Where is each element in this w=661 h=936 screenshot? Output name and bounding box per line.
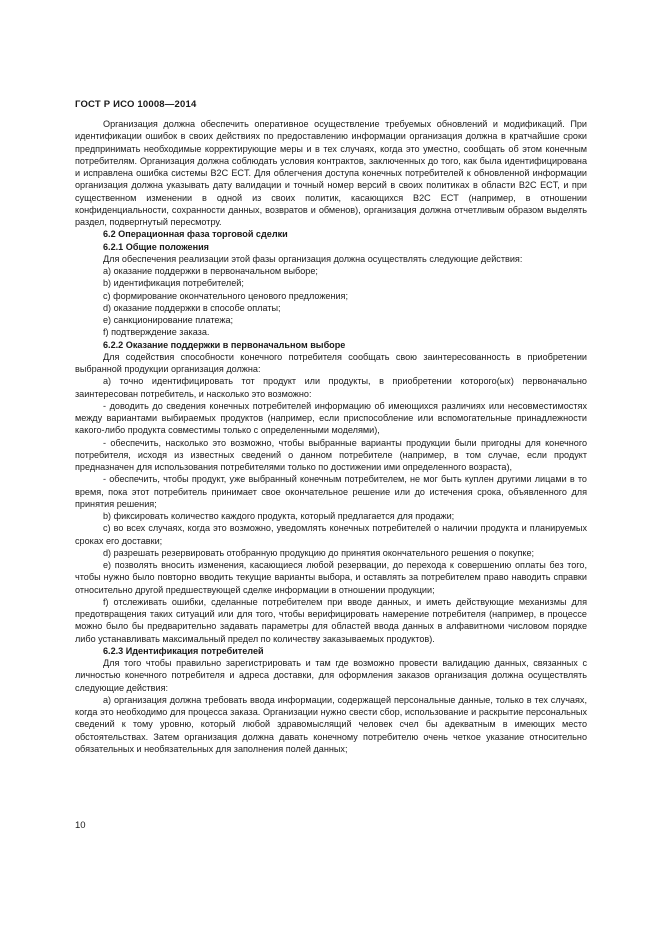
paragraph: Организация должна обеспечить оперативное осуществление требуемых обновлений и модификаций. При идентификации ошибок в своих действиях по предоставлению информации организация должна в кратчайшие сроки предпринимать необходимые корректирующие меры и в тех случаях, когда это уместно, сообщать об этом конечным потребителям. Организация должна соблюдать условия контрактов, заключенных до того, как была идентифицирована и исправлена ошибка системы B2C ECT. Для облегчения доступа конечных потребителей к обновленной информации организация должна указывать дату валидации и точный номер версий в своих политиках в области B2C ECT, и при существенном изменении в одной из своих политик, касающихся B2C ECT (например, в отношении конфиденциальности, сохранности данных, возвратов и обменов), организация должна отчетливым образом выделять раздел, подвергнутый пересмотру. — [75, 119, 587, 227]
list-item: a) оказание поддержки в первоначальном выборе; — [103, 266, 318, 276]
paragraph: Для содействия способности конечного потребителя сообщать свою заинтересованность в приобретении выбранной продукции организация должна: — [75, 351, 587, 374]
list-item: - обеспечить, чтобы продукт, уже выбранный конечным потребителем, не мог быть куплен другими лицами в то время, пока этот потребитель принимает свое окончательное решение или до истечения срока, объявленного для принятия решения; — [75, 474, 587, 509]
list-item: b) идентификация потребителей; — [103, 278, 244, 289]
list-item: f) отслеживать ошибки, сделанные потребителем при вводе данных, и иметь действующие механизмы для предотвращения таких ситуаций или для того, чтобы верифицировать намерение потребителя (например, в процессе можно было бы предварительно задавать параметры для областей ввода данных в алфавитноми числовом порядке либо устанавливать максимальный предел по количеству заказываемых продуктов). — [75, 596, 587, 644]
document-header: ГОСТ Р ИСО 10008—2014 — [75, 99, 197, 110]
list-item: c) во всех случаях, когда это возможно, уведомлять конечных потребителей о наличии продукта и планируемых сроках его доставки; — [75, 523, 587, 546]
list-item: - обеспечить, насколько это возможно, чтобы выбранные варианты продукции были пригодны для конечного потребителя, исходя из известных сведений о данном потребителе (например, в том случае, если продукт предназначен для использования потребителями только по достижении ими определенного возраста), — [75, 437, 587, 472]
paragraph: Для обеспечения реализации этой фазы организация должна осуществлять следующие действия: — [103, 253, 523, 264]
list-item: a) точно идентифицировать тот продукт или продукты, в приобретении которого(ых) первоначально заинтересован потребитель, и насколько это возможно: — [75, 376, 587, 399]
list-item: a) организация должна требовать ввода информации, содержащей персональные данные, только в тех случаях, когда это необходимо для процесса заказа. Организации нужно свести сбор, использование и раскрытие персональных сведений к тому уровню, который любой здравомыслящий человек счел бы адекватным в имеющих место обстоятельствах. Затем организация должна давать конечному потребителю очень четкое указание относительно обязательных и необязательных для заполнения полей данных; — [75, 694, 587, 754]
section-heading: 6.2.3 Идентификация потребителей — [103, 645, 264, 656]
list-item: e) санкционирование платежа; — [103, 315, 234, 325]
paragraph: Для того чтобы правильно зарегистрировать и там где возможно провести валидацию данных, связанных с личностью конечного потребителя и адреса доставки, для оформления заказов организация должна осуществлять следующие действия: — [75, 658, 587, 693]
section-heading: 6.2.2 Оказание поддержки в первоначальном выборе — [103, 339, 346, 350]
section-heading: 6.2.1 Общие положения — [103, 241, 209, 252]
list-item: e) позволять вносить изменения, касающиеся любой резервации, до перехода к совершению оплаты без того, чтобы нужно было повторно вводить текущие варианты выбора, и оставлять за потребителем право наводить справки относительно другой предшествующей сделке информации в отношении продукции; — [75, 560, 587, 595]
list-item: d) оказание поддержки в способе оплаты; — [103, 302, 281, 313]
list-item: b) фиксировать количество каждого продукта, который предлагается для продажи; — [103, 511, 455, 521]
list-item: d) разрешать резервировать отобранную продукцию до принятия окончательного решения о покупке; — [103, 547, 535, 558]
document-body — [75, 118, 587, 755]
list-item: - доводить до сведения конечных потребителей информацию об имеющихся различиях или несовместимостях между вариантами выбираемых продуктов (например, если приспособление или вспомогательные принадлежности какого-либо продукта совместимы только с определенными моделями), — [75, 400, 587, 436]
list-item: c) формирование окончательного ценового предложения; — [103, 290, 349, 301]
page-number: 10 — [75, 820, 86, 831]
list-item: f) подтверждение заказа. — [103, 327, 210, 338]
section-heading: 6.2 Операционная фаза торговой сделки — [103, 229, 288, 240]
